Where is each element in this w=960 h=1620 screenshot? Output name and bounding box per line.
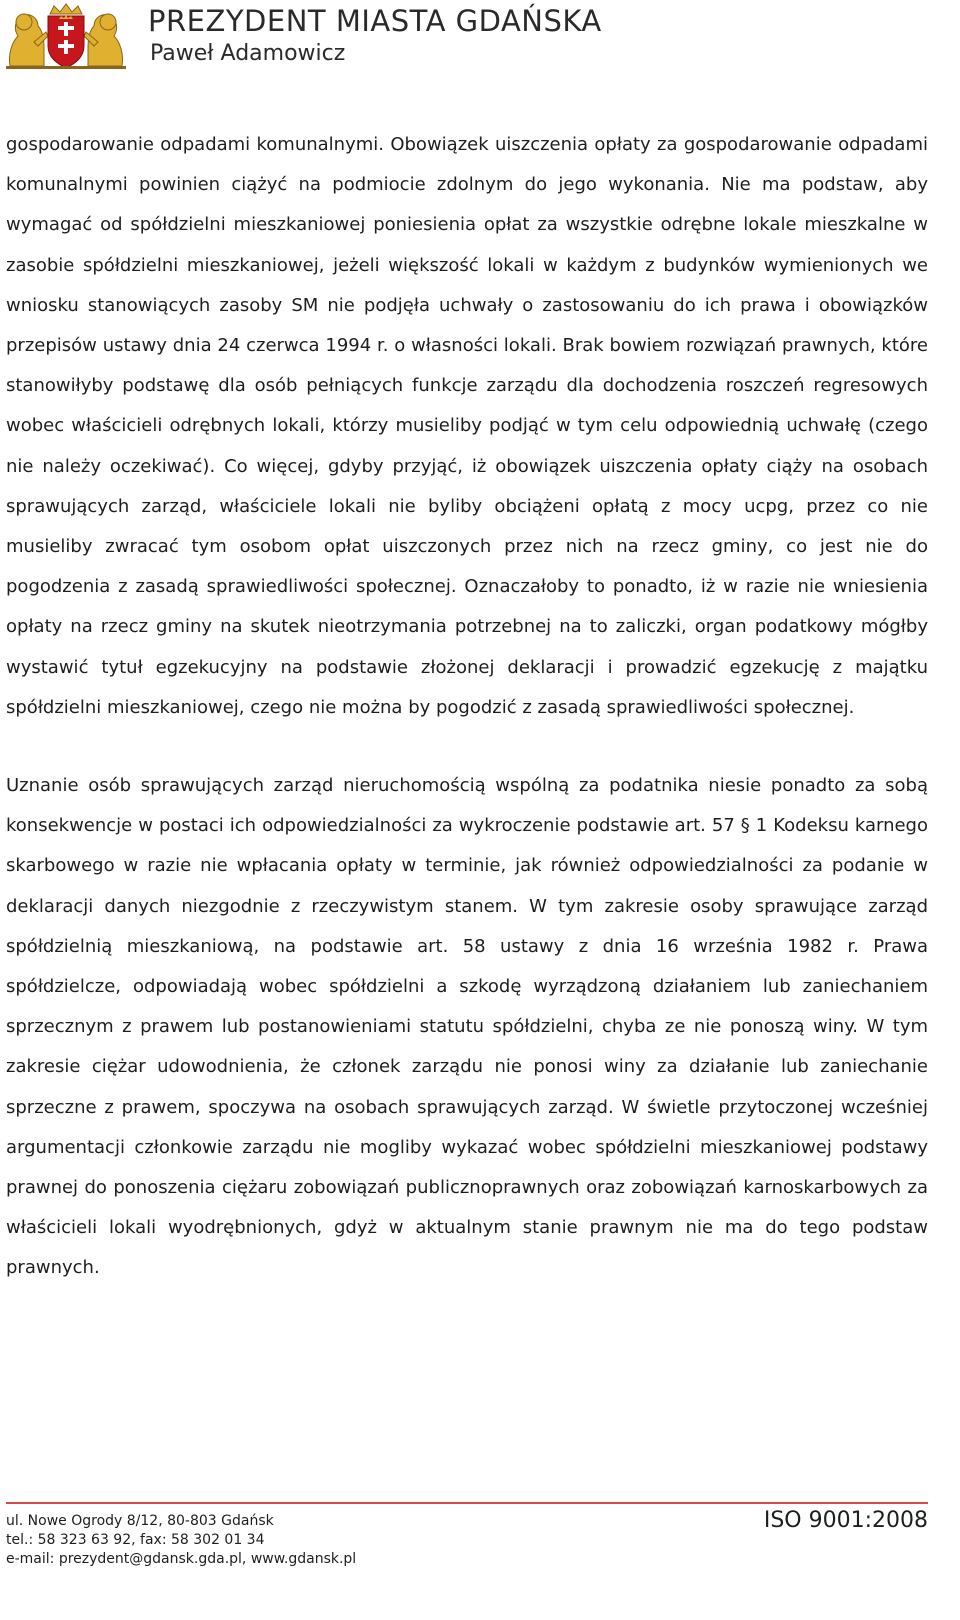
paragraph-2: Uznanie osób sprawujących zarząd nieruchomością wspólną za podatnika niesie ponadto za sobą konsekwencje w postaci ich odpowiedzialności za wykroczenie podstawie art. 57 § 1 Kodeksu karnego skarbowego w razie nie wpłacania opłaty w terminie, jak również odpowiedzialności za podanie w deklaracji danych niezgodnie z rzeczywistym stanem. W tym zakresie osoby sprawujące zarząd spółdzielnią mieszkaniową, na podstawie art. 58 ustawy z dnia 16 września 1982 r. Prawa spółdzielcze, odpowiadają wobec spółdzielni a szkodę wyrządzoną działaniem lub zaniechaniem sprzecznym z prawem lub postanowieniami statutu spółdzielni, chyba ze nie ponoszą winy. W tym zakresie ciężar udowodnienia, że członek zarządu nie ponosi winy za działanie lub zaniechanie sprzeczne z prawem, spoczywa na osobach sprawujących zarząd. W świetle przytoczonej wcześniej argumentacji członkowie zarządu nie mogliby wykazać wobec spółdzielni mieszkaniowej podstawy prawnej do ponoszenia ciężaru zobowiązań publicznoprawnych oraz zobowiązań karnoskarbowych za właścicieli lokali wyodrębnionych, gdyż w aktualnym stanie prawnym nie ma do tego podstaw prawnych. bbox=[6, 775, 928, 1279]
document-body bbox=[6, 125, 928, 1289]
mayor-name: Paweł Adamowicz bbox=[150, 41, 346, 66]
paragraph-1: gospodarowanie odpadami komunalnymi. Obowiązek uiszczenia opłaty za gospodarowanie odpadami komunalnymi powinien ciążyć na podmiocie zdolnym do jego wykonania. Nie ma podstaw, aby wymagać od spółdzielni mieszkaniowej poniesienia opłat za wszystkie odrębne lokale mieszkalne w zasobie spółdzielni mieszkaniowej, jeżeli większość lokali w każdym z budynków wymienionych we wniosku stanowiących zasoby SM nie podjęła uchwały o zastosowaniu do ich prawa i obowiązków przepisów ustawy dnia 24 czerwca 1994 r. o własności lokali. Brak bowiem rozwiązań prawnych, które stanowiłyby podstawę dla osób pełniących funkcje zarządu dla dochodzenia roszczeń regresowych wobec właścicieli odrębnych lokali, którzy musieliby podjąć w tym celu odpowiednią uchwałę (czego nie należy oczekiwać). Co więcej, gdyby przyjąć, iż obowiązek uiszczenia opłaty ciąży na osobach sprawujących zarząd, właściciele lokali nie byliby obciążeni opłatą z mocy ucpg, przez co nie musieliby zwracać tym osobom opłat uiszczonych przez nich na rzecz gminy, co jest nie do pogodzenia z zasadą sprawiedliwości społecznej. Oznaczałoby to ponadto, iż w razie nie wniesienia opłaty na rzecz gminy na skutek nieotrzymania potrzebnej na to zaliczki, organ podatkowy mógłby wystawić tytuł egzekucyjny na podstawie złożonej deklaracji i prowadzić egzekucję z majątku spółdzielni mieszkaniowej, czego nie można by pogodzić z zasadą sprawiedliwości społecznej. bbox=[6, 134, 928, 718]
footer-contact bbox=[6, 1512, 356, 1569]
footer-address: ul. Nowe Ogrody 8/12, 80-803 Gdańsk bbox=[6, 1513, 274, 1529]
footer-email-web: e-mail: prezydent@gdansk.gda.pl, www.gdansk.pl bbox=[6, 1551, 357, 1567]
gdansk-coat-of-arms-icon bbox=[4, 2, 128, 70]
letterhead bbox=[0, 0, 960, 80]
iso-certification: ISO 9001:2008 bbox=[763, 1508, 928, 1533]
office-title: PREZYDENT MIASTA GDAŃSKA bbox=[148, 4, 602, 38]
footer-phone: tel.: 58 323 63 92, fax: 58 302 01 34 bbox=[6, 1532, 265, 1548]
footer-divider bbox=[6, 1502, 928, 1504]
